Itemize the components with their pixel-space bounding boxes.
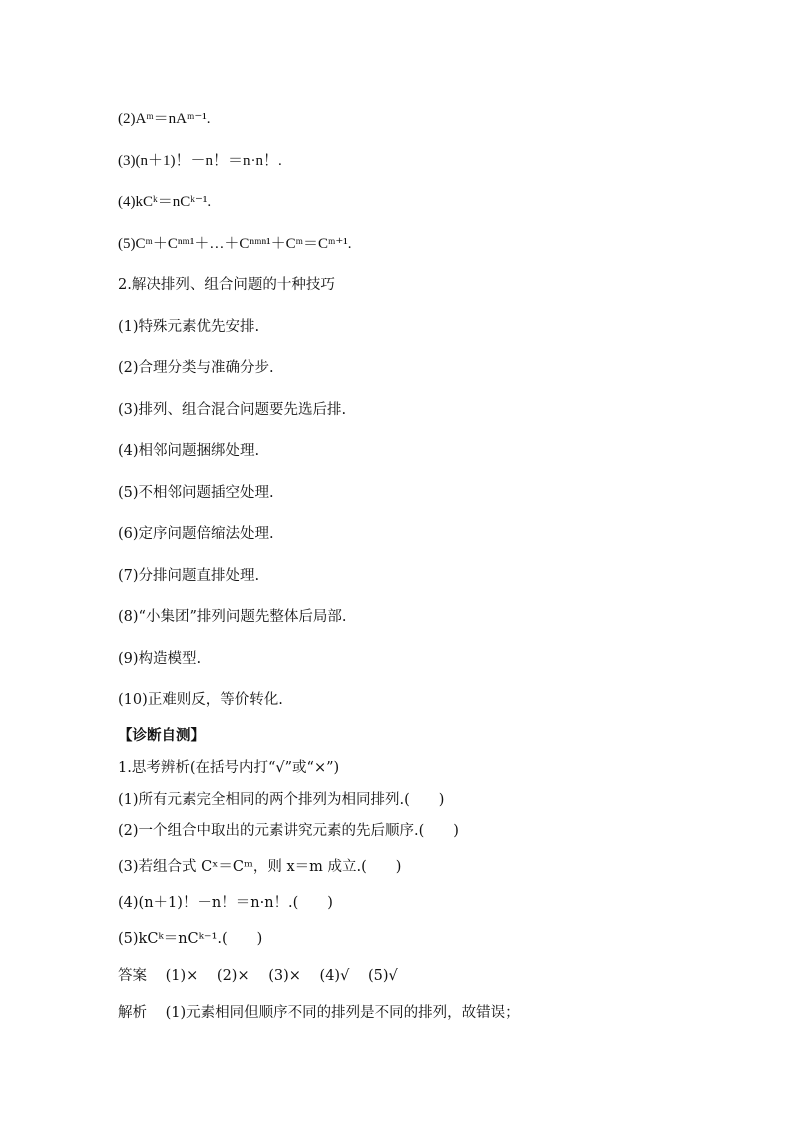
formula-5: (5)Cᵐ＋Cⁿᵐ¹＋…＋Cⁿᵐⁿ¹＋Cᵐ＝Cᵐ⁺¹. — [118, 236, 352, 252]
formula-2: (2)Aᵐ＝nAᵐ⁻¹. — [118, 111, 211, 127]
question-item: (1)所有元素完全相同的两个排列为相同排列.( ) — [118, 792, 445, 808]
technique-item: (9)构造模型. — [118, 651, 202, 667]
technique-item: (7)分排问题直排处理. — [118, 568, 260, 584]
question-item: (5)kCᵏ＝nCᵏ⁻¹.( ) — [118, 931, 263, 947]
answer-line — [118, 966, 398, 986]
answer-item: (4)√ — [319, 968, 350, 984]
technique-item: (10)正难则反，等价转化. — [118, 692, 283, 708]
answer-item: (1)× — [165, 968, 199, 984]
technique-item: (8)“小集团”排列问题先整体后局部. — [118, 609, 347, 625]
technique-item: (4)相邻问题捆绑处理. — [118, 443, 260, 459]
analysis-text: (1)元素相同但顺序不同的排列是不同的排列，故错误； — [165, 1005, 520, 1021]
section-heading: 2.解决排列、组合问题的十种技巧 — [118, 277, 335, 293]
technique-item: (5)不相邻问题插空处理. — [118, 485, 274, 501]
question-title: 1.思考辨析(在括号内打“√”或“×”) — [118, 760, 340, 776]
technique-item: (1)特殊元素优先安排. — [118, 319, 260, 335]
technique-item: (6)定序问题倍缩法处理. — [118, 526, 274, 542]
formula-4: (4)kCᵏ＝nCᵏ⁻¹. — [118, 194, 212, 210]
question-item: (3)若组合式 Cˣ＝Cᵐ，则 x＝m 成立.( ) — [118, 859, 402, 875]
question-item: (2)一个组合中取出的元素讲究元素的先后顺序.( ) — [118, 823, 459, 839]
diagnosis-heading: 【诊断自测】 — [118, 727, 205, 744]
formula-3: (3)(n＋1)！－n！＝n·n！. — [118, 153, 282, 169]
answer-item: (5)√ — [367, 968, 398, 984]
question-item: (4)(n＋1)！－n！＝n·n！.( ) — [118, 895, 333, 911]
technique-item: (2)合理分类与准确分步. — [118, 360, 274, 376]
answer-item: (3)× — [268, 968, 301, 984]
answer-item: (2)× — [216, 968, 250, 984]
analysis-line — [118, 1003, 520, 1023]
technique-item: (3)排列、组合混合问题要先选后排. — [118, 402, 347, 418]
analysis-label: 解析 — [118, 1005, 147, 1021]
answer-label: 答案 — [118, 968, 147, 984]
